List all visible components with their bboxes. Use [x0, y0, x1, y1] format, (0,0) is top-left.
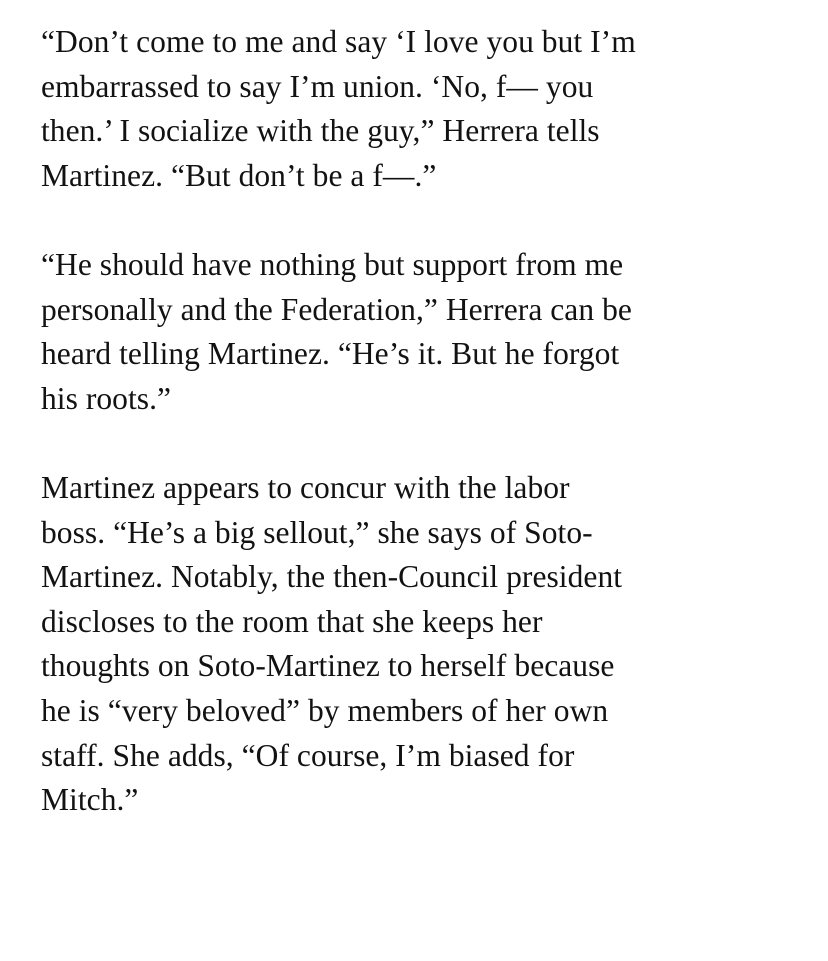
text-line: Martinez. “But don’t be a f—.” — [41, 157, 437, 193]
text-line: “Don’t come to me and say ‘I love you but I’m — [41, 24, 636, 59]
paragraph-federation-support — [41, 243, 801, 421]
text-line: embarrassed to say I’m union. ‘No, f— you — [41, 68, 594, 104]
text-line: personally and the Federation,” Herrera can be — [41, 291, 632, 327]
text-line: he is “very beloved” by members of her own — [41, 692, 609, 728]
text-line: discloses to the room that she keeps her — [41, 603, 543, 639]
text-line: Martinez appears to concur with the labor — [41, 469, 570, 505]
article-body — [41, 20, 801, 823]
text-line: then.’ I socialize with the guy,” Herrera tells — [41, 113, 600, 149]
text-line: staff. She adds, “Of course, I’m biased for — [41, 737, 575, 773]
text-line: thoughts on Soto-Martinez to herself because — [41, 648, 615, 684]
paragraph-martinez-response — [41, 466, 801, 823]
text-line: boss. “He’s a big sellout,” she says of Soto- — [41, 514, 593, 550]
text-line: his roots.” — [41, 380, 172, 416]
text-line: heard telling Martinez. “He’s it. But he forgot — [41, 336, 620, 372]
text-line: Martinez. Notably, the then-Council president — [41, 559, 623, 595]
paragraph-herrera-quote — [41, 20, 801, 198]
text-line: “He should have nothing but support from me — [41, 246, 624, 282]
text-line: Mitch.” — [41, 782, 139, 818]
